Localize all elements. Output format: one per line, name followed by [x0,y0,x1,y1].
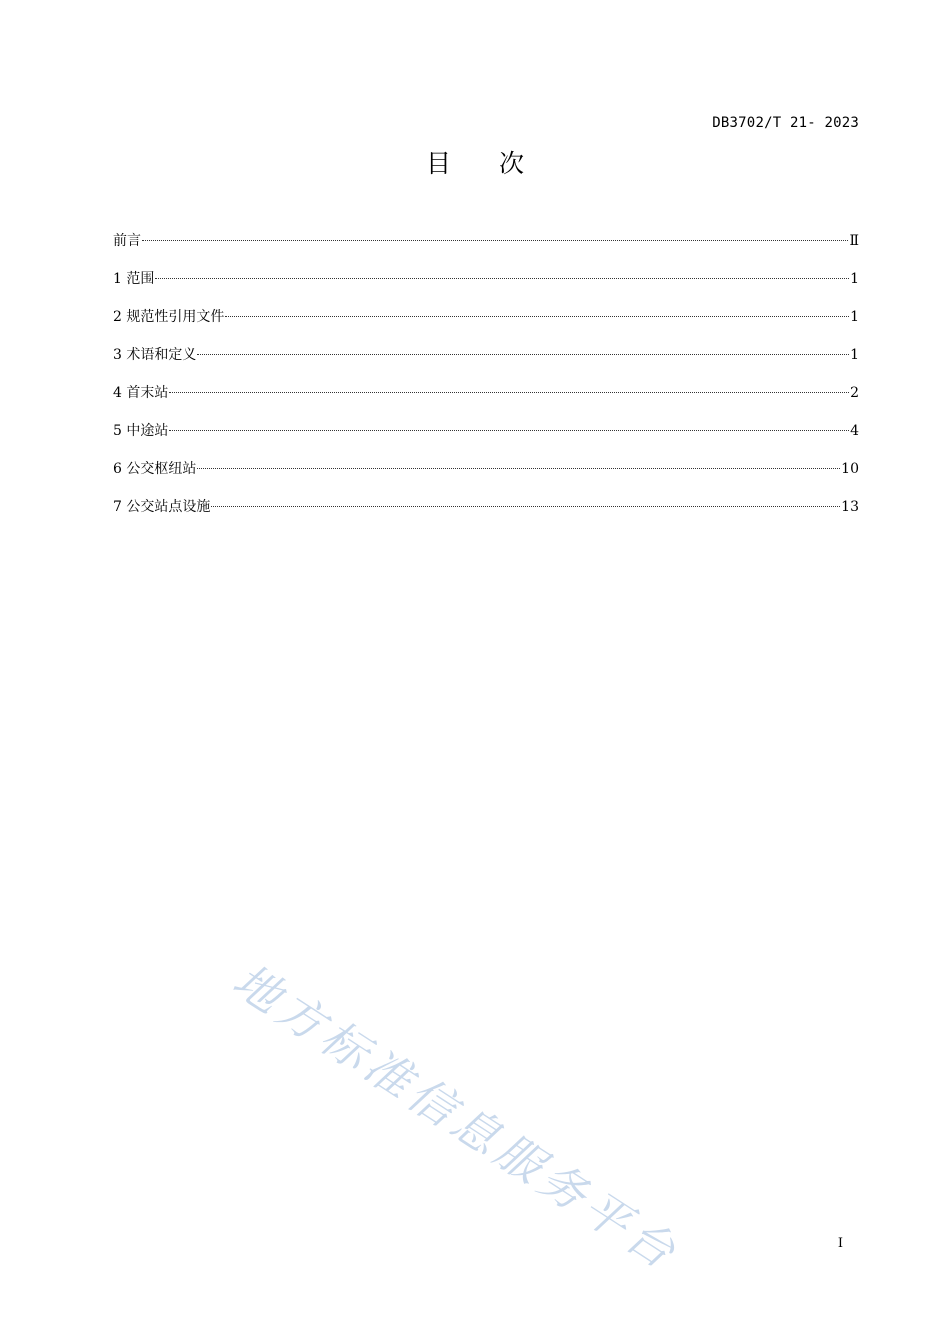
toc-entry-label: 2 规范性引用文件 [113,309,225,325]
toc-entry-page: 1 [850,271,859,287]
watermark: 地方标准信息服务平台 [223,952,690,1282]
toc-entry-label: 4 首末站 [113,385,169,401]
toc-entry-label: 1 范围 [113,271,155,287]
toc-entry-label: 7 公交站点设施 [113,499,211,515]
toc-entry-label: 前言 [113,233,141,249]
toc-entry-page: 10 [841,461,859,477]
toc-entry-page: Ⅱ [849,233,859,249]
toc-entry-label: 3 术语和定义 [113,347,197,363]
page-number: I [837,1236,843,1251]
toc-entry-page: 1 [850,347,859,363]
toc-entry-page: 1 [850,309,859,325]
toc-entry-label: 6 公交枢纽站 [113,461,197,477]
toc-entry-page: 13 [841,499,859,515]
page-title: 目次 [425,149,572,178]
toc-entry-label: 5 中途站 [113,423,169,439]
document-code: DB3702/T 21- 2023 [712,115,859,131]
toc-entry-page: 4 [850,423,859,439]
toc-entry-page: 2 [850,385,859,401]
